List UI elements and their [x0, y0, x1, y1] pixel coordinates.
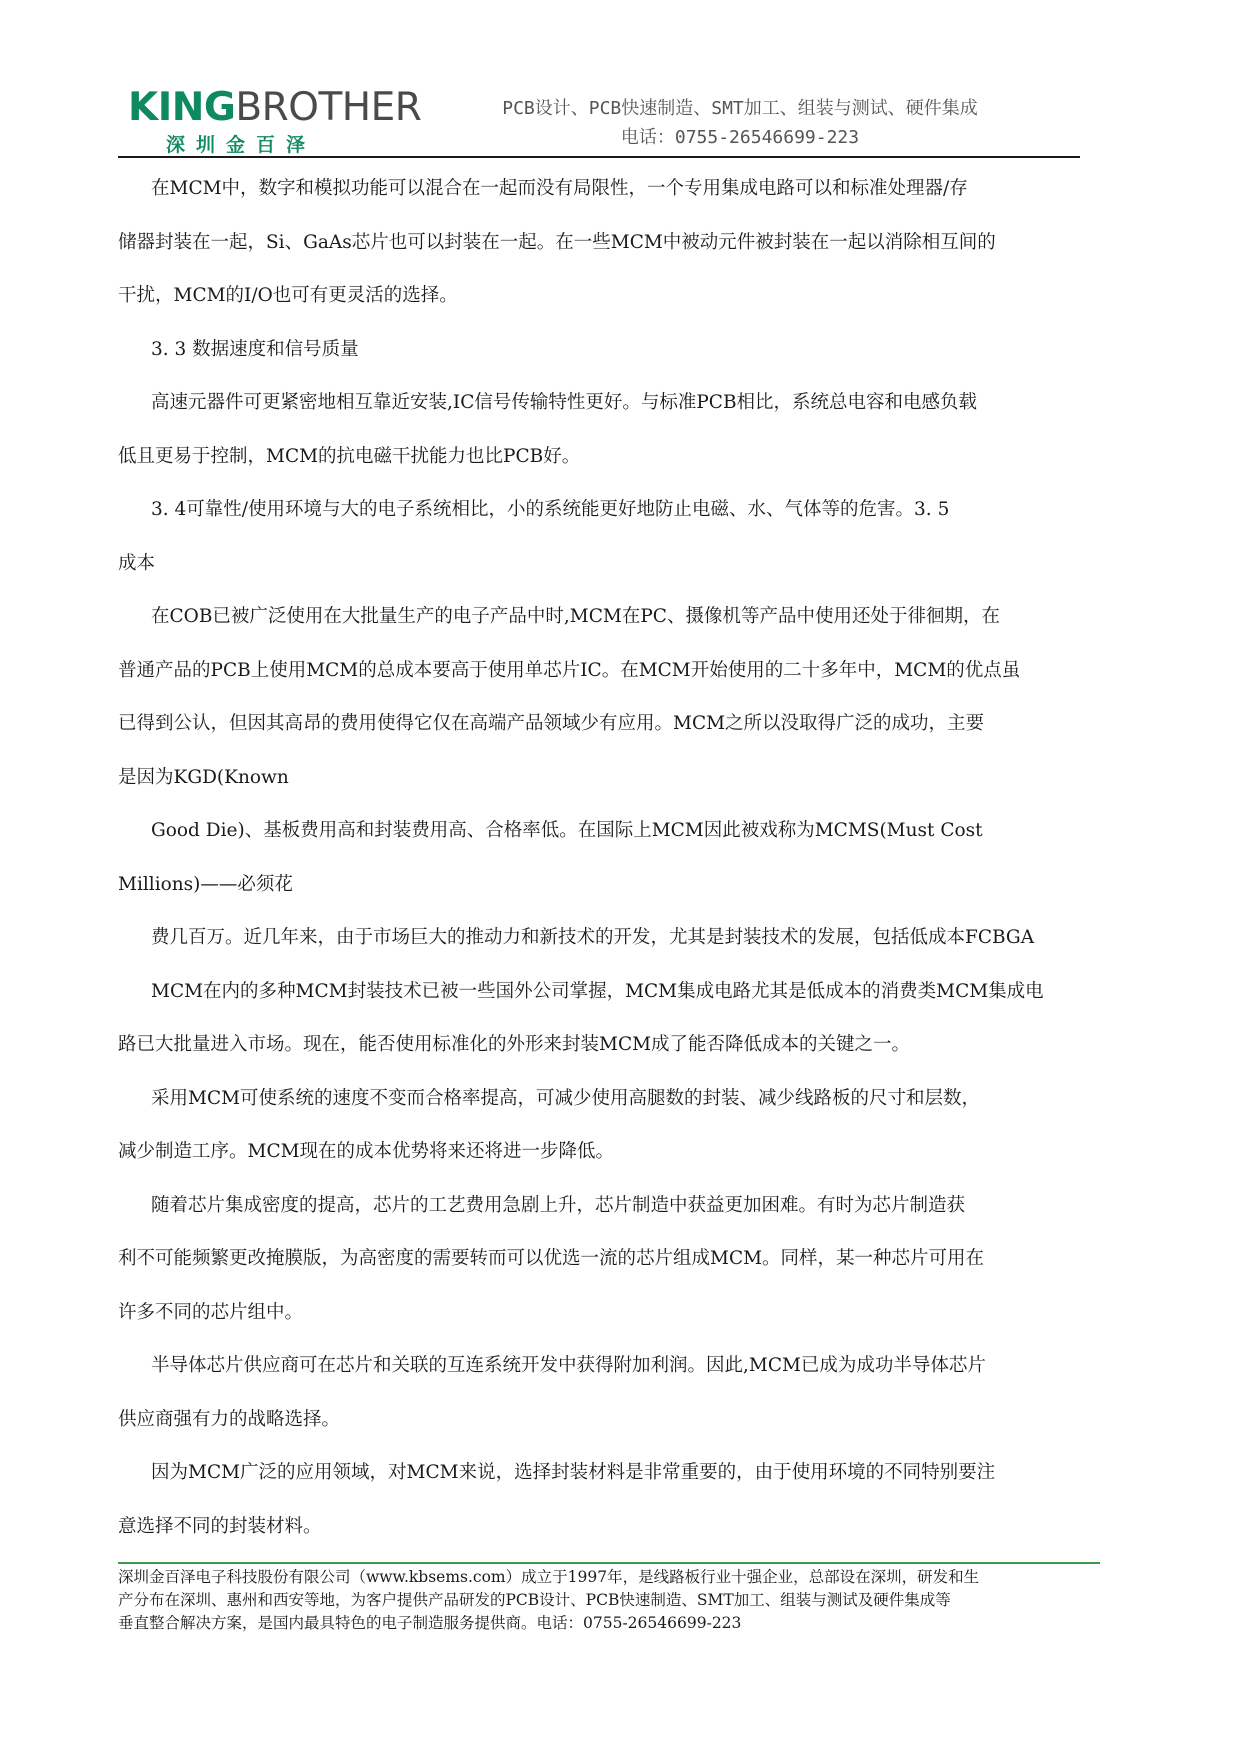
page-header — [0, 0, 1241, 160]
logo-wordmark — [128, 85, 422, 130]
header-divider — [118, 156, 1080, 158]
document-body — [118, 162, 1138, 1553]
paragraph: 高速元器件可更紧密地相互靠近安装,IC信号传输特性更好。与标准PCB相比，系统总电容和电感负载 低且更易于控制，MCM的抗电磁干扰能力也比PCB好。 — [118, 392, 978, 467]
paragraph: 采用MCM可使系统的速度不变而合格率提高，可减少使用高腿数的封装、减少线路板的尺寸和层数， 减少制造工序。MCM现在的成本优势将来还将进一步降低。 — [118, 1087, 981, 1162]
paragraph: 费几百万。近几年来，由于市场巨大的推动力和新技术的开发，尤其是封装技术的发展，包括低成本FCBGA — [151, 927, 1035, 948]
paragraph: 随着芯片集成密度的提高，芯片的工艺费用急剧上升，芯片制造中获益更加困难。有时为芯片制造获 利不可能频繁更改掩膜版，为高密度的需要转而可以优选一流的芯片组成MCM。同样，某一种芯片可用在 许多不同的芯片组中。 — [118, 1194, 985, 1323]
footer-divider — [118, 1562, 1100, 1564]
paragraph: 3. 4可靠性/使用环境与大的电子系统相比，小的系统能更好地防止电磁、水、气体等的危害。3. 5 成本 — [118, 499, 950, 574]
paragraph: Good Die)、基板费用高和封装费用高、合格率低。在国际上MCM因此被戏称为MCMS(Must Cost Millions)——必须花 — [118, 820, 983, 895]
tagline-services: PCB设计、PCB快速制造、SMT加工、组装与测试、硬件集成 — [502, 98, 978, 119]
paragraph: 因为MCM广泛的应用领域，对MCM来说，选择封装材料是非常重要的，由于使用环境的不同特别要注 意选择不同的封装材料。 — [118, 1462, 996, 1537]
logo-word-king: KING — [128, 85, 236, 130]
paragraph: 在COB已被广泛使用在大批量生产的电子产品中时,MCM在PC、摄像机等产品中使用还处于徘徊期，在 普通产品的PCB上使用MCM的总成本要高于使用单芯片IC。在MCM开始使用的二十多年中，MCM的优点虽 已得到公认，但因其高昂的费用使得它仅在高端产品领域少有应用。MCM之所以没取得广泛的成功，主要 是因为KGD(Known — [118, 606, 1021, 788]
tagline-phone: 电话：0755-26546699-223 — [620, 127, 860, 148]
paragraph: 在MCM中，数字和模拟功能可以混合在一起而没有局限性，一个专用集成电路可以和标准处理器/存 储器封装在一起，Si、GaAs芯片也可以封装在一起。在一些MCM中被动元件被封装在一起以消除相互间的 干扰，MCM的I/O也可有更灵活的选择。 — [118, 178, 996, 306]
logo-word-brother: BROTHER — [235, 85, 422, 130]
paragraph: MCM在内的多种MCM封装技术已被一些国外公司掌握，MCM集成电路尤其是低成本的消费类MCM集成电 路已大批量进入市场。现在，能否使用标准化的外形来封装MCM成了能否降低成本的关键之一。 — [118, 980, 1044, 1055]
logo-chinese-name: 深圳金百泽 — [166, 134, 317, 156]
paragraph: 半导体芯片供应商可在芯片和关联的互连系统开发中获得附加利润。因此,MCM已成为成功半导体芯片 供应商强有力的战略选择。 — [118, 1355, 986, 1430]
header-tagline — [460, 94, 1020, 152]
section-heading: 3. 3 数据速度和信号质量 — [151, 338, 359, 360]
company-logo — [128, 85, 422, 156]
footer-company-info: 深圳金百泽电子科技股份有限公司（www.kbsems.com）成立于1997年，是线路板行业十强企业，总部设在深圳，研发和生 产分布在深圳、惠州和西安等地，为客户提供产品研发的PCB设计、PCB快速制造、SMT加工、组装与测试及硬件集成等 垂直整合解决方案，是国内最具特色的电子制造服务提供商。电话：0755-26546699-223 — [118, 1568, 980, 1632]
